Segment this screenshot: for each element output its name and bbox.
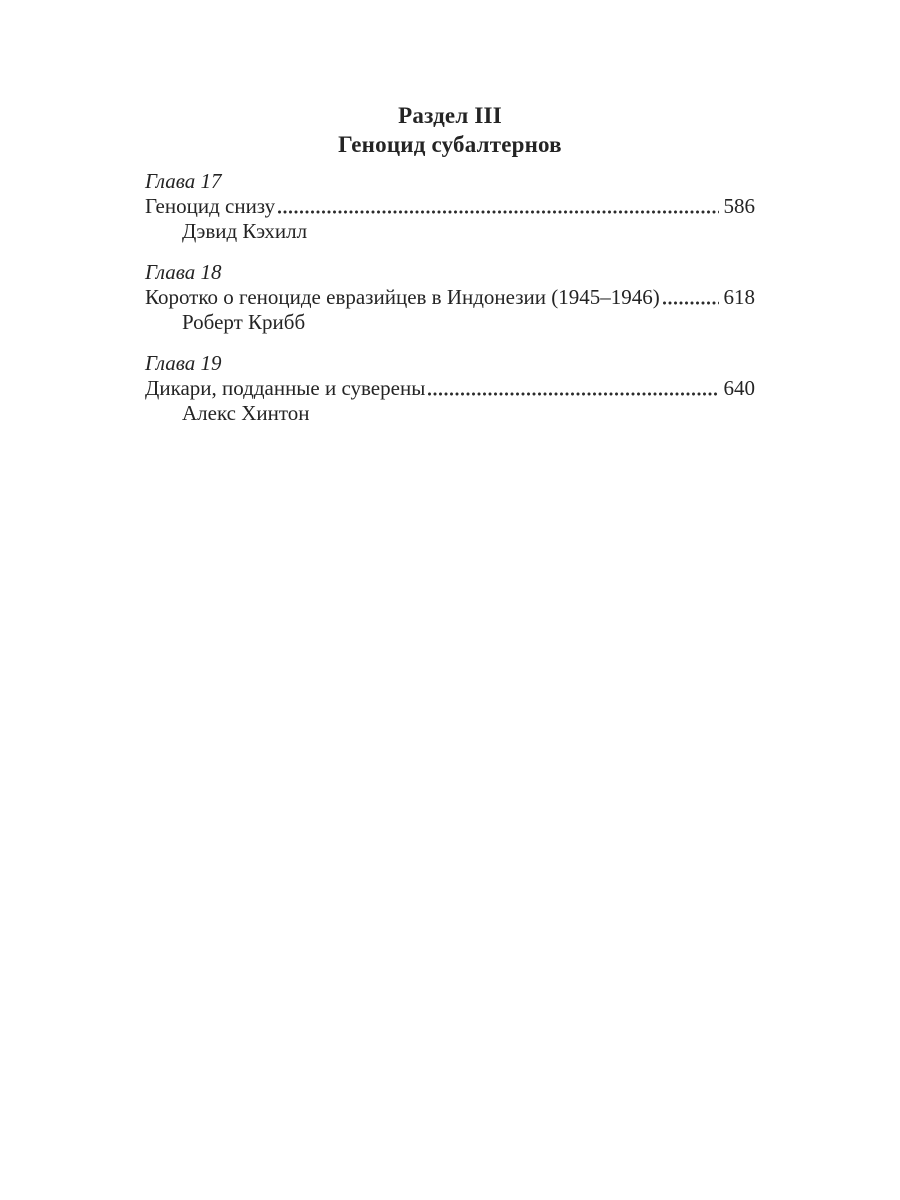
chapter-label: Глава 19 [145,351,222,375]
entry-author: Дэвид Кэхилл [182,219,308,243]
section-title: Геноцид субалтернов [338,132,562,157]
entry-title-row [145,285,755,310]
entry-title-row [145,376,755,401]
toc-entry [145,351,755,426]
entry-title-row [145,194,755,219]
dot-leader [278,210,718,214]
page-number: 586 [723,194,755,218]
entry-author: Алекс Хинтон [182,401,310,425]
dot-leader [663,301,719,305]
page-number: 618 [723,285,755,309]
toc-content [145,101,755,442]
chapter-label: Глава 18 [145,260,222,284]
toc-entry [145,169,755,244]
entry-title: Коротко о геноциде евразийцев в Индонезии (1945–1946) [145,285,660,309]
entry-author: Роберт Крибб [182,310,306,334]
dot-leader [428,392,718,396]
entry-title: Дикари, подданные и суверены [145,376,426,400]
section-heading [145,101,755,159]
toc-entry [145,260,755,335]
table-of-contents [145,169,755,426]
entry-title: Геноцид снизу [145,194,276,218]
page-number: 640 [723,376,755,400]
chapter-label: Глава 17 [145,169,222,193]
section-kicker: Раздел III [398,103,502,128]
